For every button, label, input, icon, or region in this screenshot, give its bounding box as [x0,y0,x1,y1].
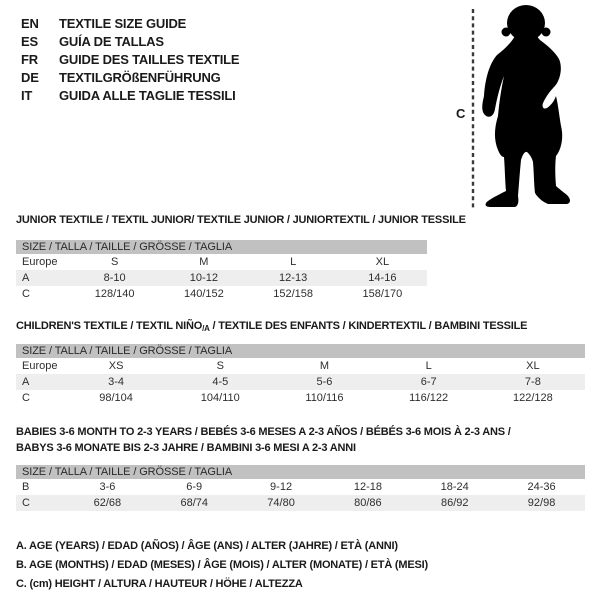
row-label: A [22,272,30,284]
size-cell: 6-9 [186,481,203,493]
babies-section-title [16,424,511,456]
height-measure-label: C [456,106,466,121]
language-title: GUÍA DE TALLAS [59,34,164,49]
size-cell: 3-6 [99,481,116,493]
size-cell: 140/152 [183,288,224,300]
size-cell: 152/158 [273,288,313,300]
size-cell: 92/98 [527,497,556,509]
table-row [16,270,427,286]
size-cell: 122/128 [512,392,553,404]
language-title: GUIDA ALLE TAGLIE TESSILI [59,88,236,103]
row-label: C [22,392,30,404]
language-title: TEXTILE SIZE GUIDE [59,16,187,31]
size-cell: 3-4 [108,376,125,388]
size-cell: L [425,360,432,372]
size-cell: 110/116 [305,392,344,404]
size-cell: 116/122 [409,392,449,404]
row-label: A [22,376,30,388]
language-row-es [21,33,239,51]
table-row [16,254,427,270]
table-row [16,286,427,302]
size-cell: 10-12 [189,272,218,284]
table-row [16,479,585,495]
size-header-cell: SIZE / TALLA / TAILLE / GRÖSSE / TAGLIA [16,344,585,358]
size-cell: L [290,256,297,268]
babies-size-table [16,465,585,511]
language-code: EN [21,16,39,31]
language-list [21,15,239,105]
size-header-row [16,240,427,254]
size-header-cell: SIZE / TALLA / TAILLE / GRÖSSE / TAGLIA [16,240,427,254]
size-cell: 8-10 [103,272,126,284]
size-cell: 14-16 [368,272,397,284]
row-label: B [22,481,30,493]
table-row [16,358,585,374]
measurement-legend [16,537,428,594]
language-code: ES [21,34,38,49]
table-row [16,390,585,406]
children-section-title [16,320,527,333]
size-header-row [16,465,585,479]
table-row [16,374,585,390]
toddler-silhouette [478,4,578,209]
size-cell: M [199,256,209,268]
size-cell: 128/140 [94,288,135,300]
language-title: TEXTILGRÖßENFÜHRUNG [59,70,221,85]
language-row-en [21,15,239,33]
size-cell: 7-8 [524,376,541,388]
language-title: GUIDE DES TAILLES TEXTILE [59,52,240,67]
language-row-it [21,87,239,105]
size-cell: 68/74 [180,497,208,509]
size-cell: 62/68 [93,497,122,509]
row-label: Europe [22,360,58,372]
legend-line-c: C. (cm) HEIGHT / ALTURA / HAUTEUR / HÖHE / ALTEZZA [16,578,303,590]
size-cell: 12-18 [353,481,382,493]
babies-title-line1: BABIES 3-6 MONTH TO 2-3 YEARS / BEBÉS 3-6 MESES A 2-3 AÑOS / BÉBÉS 3-6 MOIS À 2-3 ANS / [16,426,511,438]
height-measure-dashed-line [470,9,476,209]
children-title-part: CHILDREN'S TEXTILE / TEXTIL NIÑO [16,320,203,332]
junior-size-table [16,240,427,302]
legend-line-a: A. AGE (YEARS) / EDAD (AÑOS) / ÂGE (ANS) / ALTER (JAHRE) / ETÀ (ANNI) [16,540,398,552]
legend-line-b: B. AGE (MONTHS) / EDAD (MESES) / ÂGE (MOIS) / ALTER (MONATE) / ETÀ (MESI) [16,559,428,571]
size-cell: 4-5 [212,376,229,388]
children-title-subscript: /A [202,324,210,333]
size-header-row [16,344,585,358]
size-cell: S [216,360,224,372]
size-cell: 12-13 [279,272,308,284]
row-label: Europe [22,256,58,268]
size-cell: 80/86 [354,497,382,509]
table-row [16,495,585,511]
babies-title-line2: BABYS 3-6 MONATE BIS 2-3 JAHRE / BAMBINI 3-6 MESI A 2-3 ANNI [16,442,356,454]
children-size-table [16,344,585,406]
language-code: FR [21,52,38,67]
size-cell: 104/110 [200,392,240,404]
size-cell: 9-12 [270,481,293,493]
size-cell: XS [108,360,124,372]
size-cell: 18-24 [440,481,469,493]
size-cell: M [319,360,330,372]
size-cell: XL [375,256,390,268]
size-cell: 98/104 [99,392,133,404]
language-row-de [21,69,239,87]
language-code: DE [21,70,39,85]
size-cell: XL [526,360,540,372]
junior-section-title: JUNIOR TEXTILE / TEXTIL JUNIOR/ TEXTILE JUNIOR / JUNIORTEXTIL / JUNIOR TESSILE [16,214,466,226]
size-cell: 5-6 [316,376,333,388]
language-code: IT [21,88,33,103]
row-label: C [22,288,30,300]
size-cell: S [110,256,119,268]
size-header-cell: SIZE / TALLA / TAILLE / GRÖSSE / TAGLIA [16,465,585,479]
size-cell: 158/170 [362,288,403,300]
row-label: C [22,497,30,509]
language-row-fr [21,51,239,69]
size-cell: 86/92 [440,497,469,509]
size-cell: 6-7 [420,376,437,388]
size-cell: 24-36 [527,481,556,493]
children-title-part: / TEXTILE DES ENFANTS / KINDERTEXTIL / BAMBINI TESSILE [209,320,528,332]
size-cell: 74/80 [267,497,295,509]
